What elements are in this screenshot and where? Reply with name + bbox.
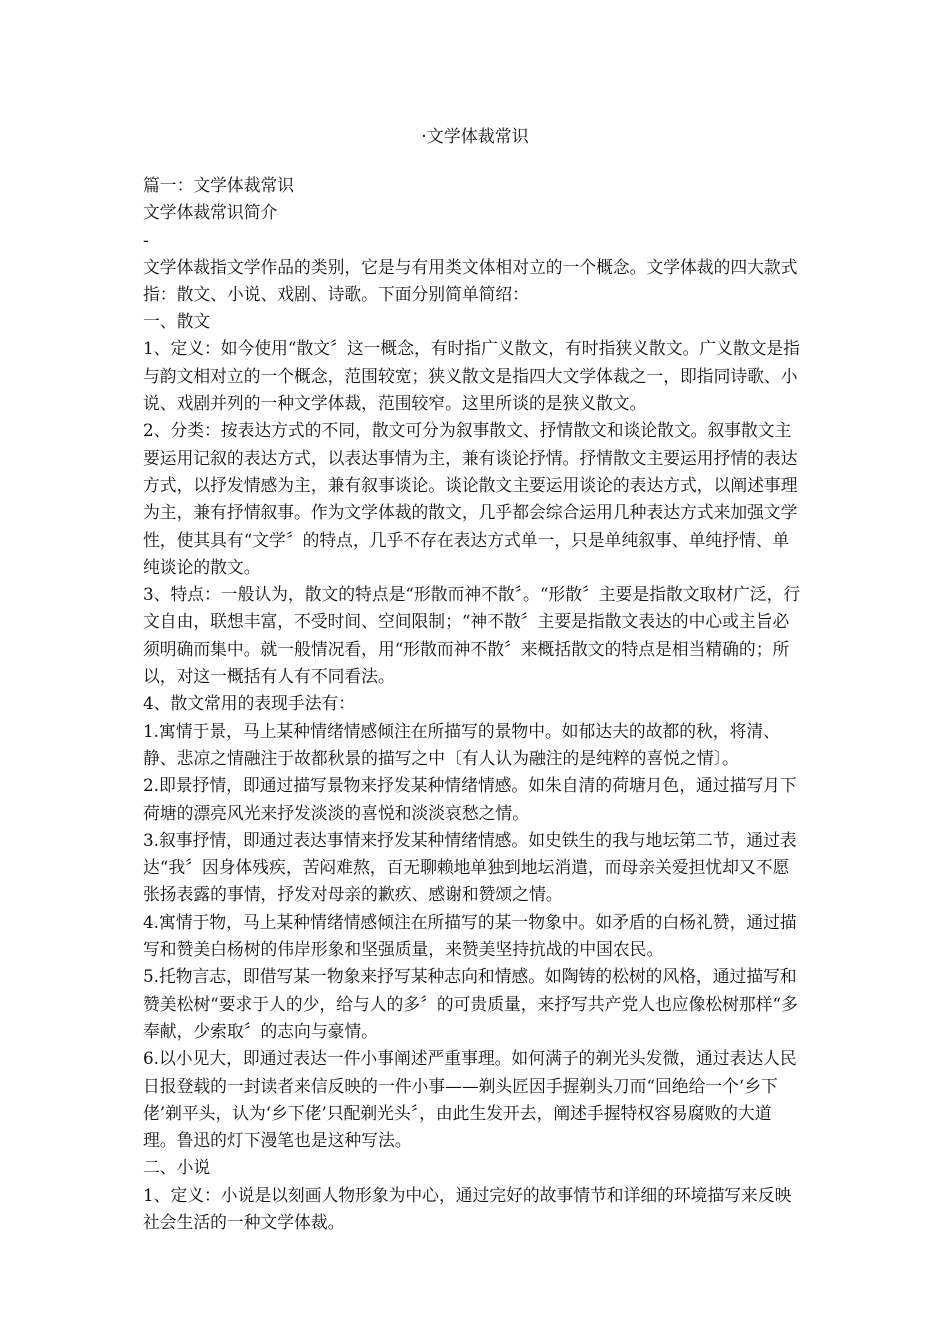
paragraph: 4、散文常用的表现手法有：: [143, 693, 356, 714]
paragraph: 3、特点：一般认为，散文的特点是“形散而神不散〞。“形散〞主要是指散文取材广泛，行文自由，联想丰富，不受时间、空间限制；“神不散〞主要是指散文表达的中心或主旨必须明确而集中。就一般情况看，用“形散而神不散〞来概括散文的特点是相当精确的；所以，对这一概括有人有不同看法。: [143, 584, 801, 687]
section-heading: 一、散文: [143, 311, 211, 332]
section-heading: 二、小说: [143, 1157, 211, 1178]
paragraph: 2、分类：按表达方式的不同，散文可分为叙事散文、抒情散文和谈论散文。叙事散文主要运用记叙的表达方式，以表达事情为主，兼有谈论抒情。抒情散文主要运用抒情的表达方式，以抒发情感为主，兼有叙事谈论。谈论散文主要运用谈论的表达方式，以阐述事理为主，兼有抒情叙事。作为文学体裁的散文，几乎都会综合运用几种表达方式来加强文学性，使其具有“文学〞的特点，几乎不存在表达方式单一，只是单纯叙事、单纯抒情、单纯谈论的散文。: [143, 420, 798, 577]
document-title: ·文学体裁常识: [421, 127, 529, 147]
paragraph: 6.以小见大，即通过表达一件小事阐述严重事理。如何满子的剃光头发微，通过表达人民日报登载的一封读者来信反映的一件小事——剃头匠因手握剃头刀而“回绝给一个‘乡下佬’剃平头，认为‘乡下佬’只配剃光头〞，由此生发开去，阐述手握特权容易腐败的大道理。鲁迅的灯下漫笔也是这种写法。: [143, 1048, 797, 1151]
paragraph: 4.寓情于物，马上某种情绪情感倾注在所描写的某一物象中。如矛盾的白杨礼赞，通过描写和赞美白杨树的伟岸形象和坚强质量，来赞美坚持抗战的中国农民。: [143, 911, 797, 960]
paragraph: 5.托物言志，即借写某一物象来抒写某种志向和情感。如陶铸的松树的风格，通过描写和赞美松树“要求于人的少，给与人的多〞的可贵质量，来抒写共产党人也应像松树那样“多奉献，少索取〞的志向与豪情。: [143, 966, 798, 1041]
paragraph: 文学体裁指文学作品的类别，它是与有用类文体相对立的一个概念。文学体裁的四大款式指：散文、小说、戏剧、诗歌。下面分别简单简绍：: [143, 256, 798, 304]
document-body: [143, 172, 805, 1236]
paragraph: 文学体裁常识简介: [143, 202, 278, 223]
paragraph: 1.寓情于景，马上某种情绪情感倾注在所描写的景物中。如郁达夫的故都的秋，将清、静、悲凉之情融注于故都秋景的描写之中〔有人认为融注的是纯粹的喜悦之情〕。: [143, 720, 780, 768]
separator-dash: -: [143, 229, 149, 250]
paragraph: 1、定义：小说是以刻画人物形象为中心，通过完好的故事情节和详细的环境描写来反映社会生活的一种文学体裁。: [143, 1184, 792, 1232]
paragraph: 篇一：文学体裁常识: [143, 175, 295, 195]
paragraph: 1、定义：如今使用“散文〞这一概念，有时指广义散文，有时指狭义散文。广义散文是指与韵文相对立的一个概念，范围较宽；狭义散文是指四大文学体裁之一，即指同诗歌、小说、戏剧并列的一种文学体裁，范围较窄。这里所谈的是狭义散文。: [143, 338, 800, 414]
paragraph: 3.叙事抒情，即通过表达事情来抒发某种情绪情感。如史铁生的我与地坛第二节，通过表达“我〞因身体残疾，苦闷难熬，百无聊赖地单独到地坛消遣，而母亲关爱担忧却又不愿张扬表露的事情，抒发对母亲的歉疚、感谢和赞颂之情。: [143, 829, 797, 905]
paragraph: 2.即景抒情，即通过描写景物来抒发某种情绪情感。如朱自清的荷塘月色，通过描写月下荷塘的漂亮风光来抒发淡淡的喜悦和淡淡哀愁之情。: [143, 775, 797, 823]
